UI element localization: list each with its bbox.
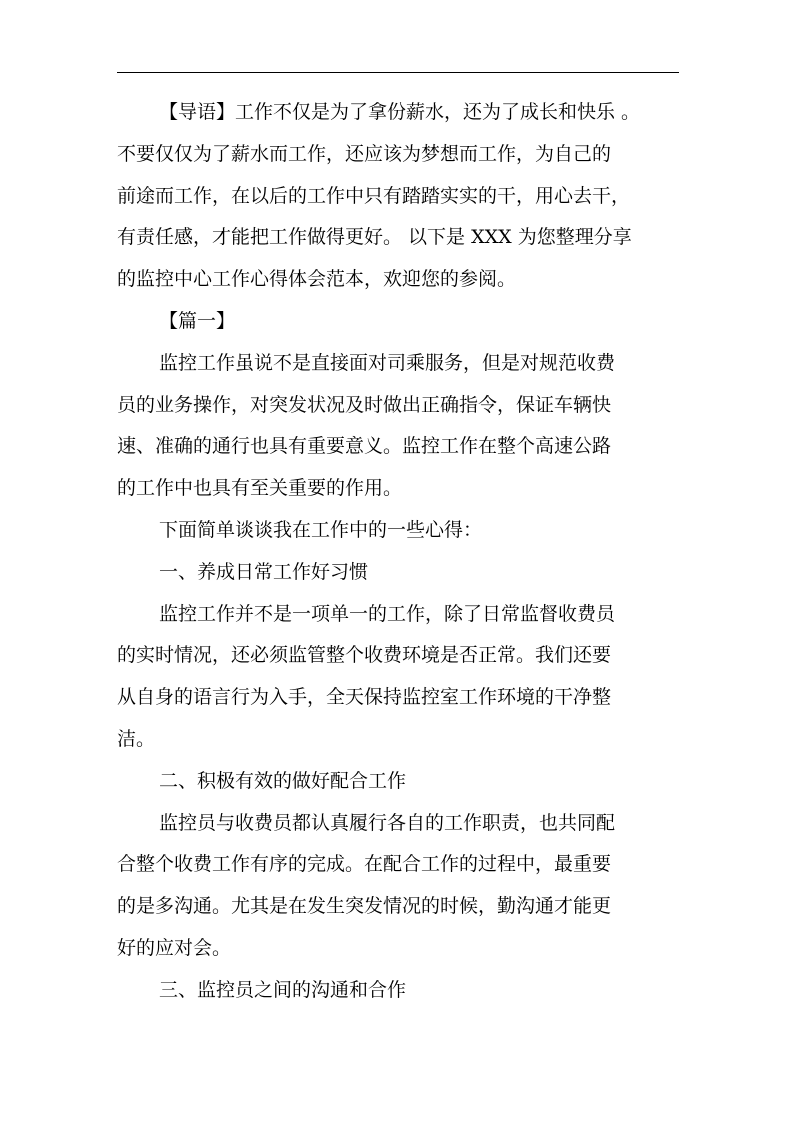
paragraph-line: 速、准确的通行也具有重要意义。监控工作在整个高速公路 — [117, 435, 612, 458]
section-heading: 二、积极有效的做好配合工作 — [159, 769, 407, 792]
paragraph-line: 监控员与收费员都认真履行各自的工作职责，也共同配 — [159, 811, 616, 834]
paragraph-line: 的工作中也具有至关重要的作用。 — [117, 477, 403, 500]
section-title: 【篇一】 — [159, 309, 236, 332]
paragraph-line: 监控工作虽说不是直接面对司乘服务，但是对规范收费 — [159, 351, 616, 374]
document-body — [117, 92, 677, 1012]
paragraph-line: 从自身的语言行为入手，全天保持监控室工作环境的干净整 — [117, 686, 612, 709]
paragraph-line: 洁。 — [117, 727, 156, 750]
paragraph-line: 的实时情况，还必须监管整个收费环境是否正常。我们还要 — [117, 644, 612, 667]
section-heading: 三、监控员之间的沟通和合作 — [159, 978, 407, 1001]
header-rule — [117, 72, 679, 73]
paragraph-line: 合整个收费工作有序的完成。在配合工作的过程中，最重要 — [117, 853, 612, 876]
intro-line: 前途而工作，在以后的工作中只有踏踏实实的干，用心去干， — [117, 184, 631, 207]
paragraph-line: 的是多沟通。尤其是在发生突发情况的时候，勤沟通才能更 — [117, 895, 612, 918]
paragraph-line: 好的应对会。 — [117, 936, 232, 959]
paragraph-line: 下面简单谈谈我在工作中的一些心得： — [159, 518, 483, 541]
paragraph-line: 监控工作并不是一项单一的工作，除了日常监督收费员 — [159, 602, 616, 625]
intro-line: 的监控中心工作心得体会范本，欢迎您的参阅。 — [117, 268, 517, 291]
intro-line: 不要仅仅为了薪水而工作，还应该为梦想而工作，为自己的 — [117, 142, 612, 165]
intro-line: 有责任感，才能把工作做得更好。 以下是 XXX 为您整理分享 — [117, 226, 632, 249]
section-heading: 一、养成日常工作好习惯 — [159, 560, 369, 583]
paragraph-line: 员的业务操作，对突发状况及时做出正确指令，保证车辆快 — [117, 393, 612, 416]
intro-line: 【导语】工作不仅是为了拿份薪水，还为了成长和快乐 。 — [159, 101, 641, 123]
